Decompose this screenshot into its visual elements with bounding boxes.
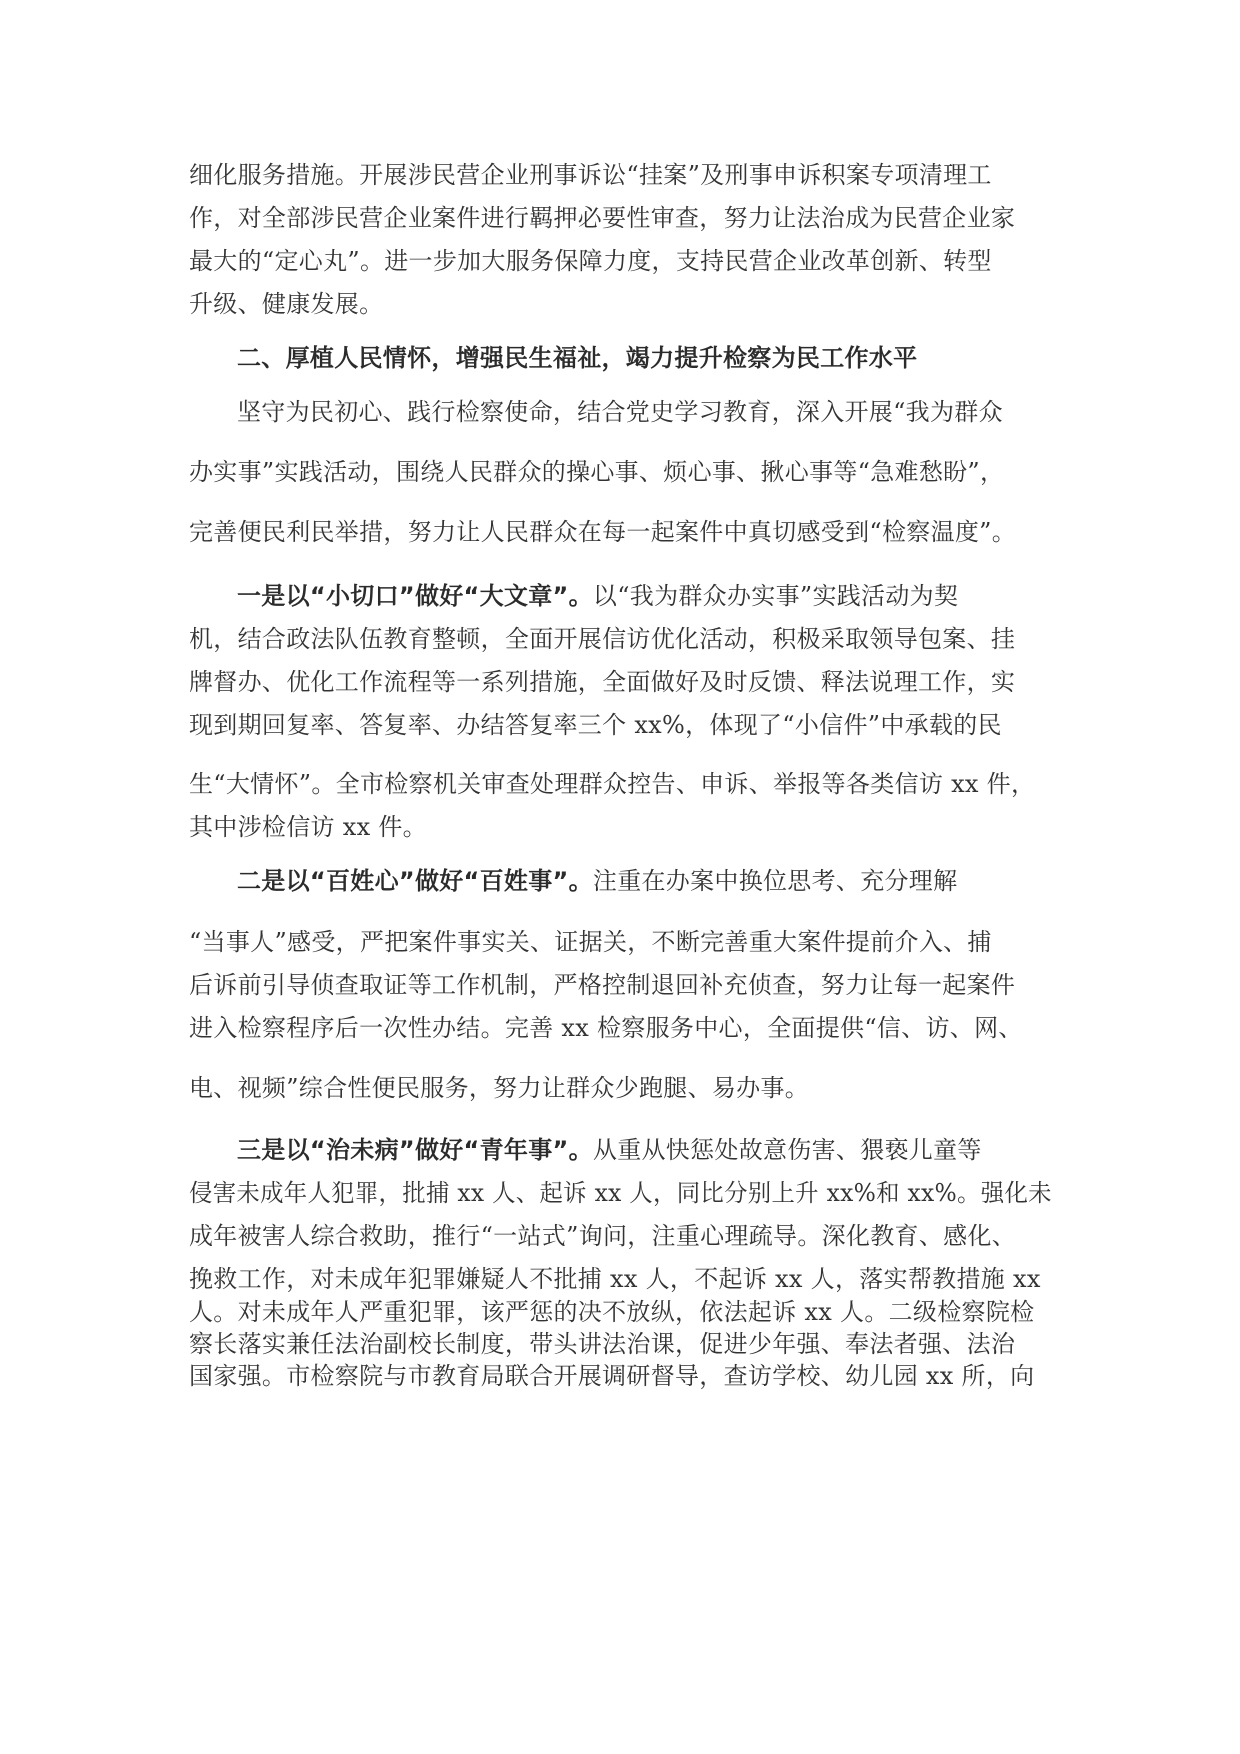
paragraph-text: 注重在办案中换位思考、充分理解 — [592, 867, 958, 895]
paragraph-line: 人。对未成年人严重犯罪，该严惩的决不放纵，依法起诉 xx 人。二级检察院检 — [189, 1298, 1035, 1326]
paragraph-line: 坚守为民初心、践行检察使命，结合党史学习教育，深入开展“我为群众 — [237, 398, 1003, 426]
paragraph-line: 现到期回复率、答复率、办结答复率三个 xx%，体现了“小信件”中承载的民 — [189, 711, 1002, 739]
paragraph-line: “当事人”感受，严把案件事实关、证据关，不断完善重大案件提前介入、捕 — [189, 928, 992, 956]
paragraph-line — [237, 1135, 982, 1165]
paragraph-line: 察长落实兼任法治副校长制度，带头讲法治课，促进少年强、奉法者强、法治 — [189, 1330, 1016, 1358]
paragraph-line: 机，结合政法队伍教育整顿，全面开展信访优化活动，积极采取领导包案、挂 — [189, 625, 1016, 653]
paragraph-text: 从重从快惩处故意伤害、猥亵儿童等 — [592, 1136, 982, 1164]
paragraph-line: 成年被害人综合救助，推行“一站式”询问，注重心理疏导。深化教育、感化、 — [189, 1222, 1017, 1250]
paragraph-line: 后诉前引导侦查取证等工作机制，严格控制退回补充侦查，努力让每一起案件 — [189, 971, 1016, 999]
paragraph-line — [237, 866, 957, 896]
lead-phrase: 二是以“百姓心”做好“百姓事”。 — [237, 867, 593, 895]
paragraph-line: 办实事”实践活动，围绕人民群众的操心事、烦心事、揪心事等“急难愁盼”， — [189, 458, 1005, 486]
paragraph-line: 升级、健康发展。 — [189, 290, 384, 318]
paragraph-line — [237, 581, 958, 611]
paragraph-line: 国家强。市检察院与市教育局联合开展调研督导，查访学校、幼儿园 xx 所，向 — [189, 1362, 1035, 1390]
paragraph-text: 以“我为群众办实事”实践活动为契 — [592, 582, 959, 610]
paragraph-line: 挽救工作，对未成年犯罪嫌疑人不批捕 xx 人，不起诉 xx 人，落实帮教措施 xx — [189, 1265, 1041, 1293]
paragraph-line: 完善便民利民举措，努力让人民群众在每一起案件中真切感受到“检察温度”。 — [189, 518, 1017, 546]
paragraph-line: 生“大情怀”。全市检察机关审查处理群众控告、申诉、举报等各类信访 xx 件， — [189, 770, 1036, 798]
lead-phrase: 一是以“小切口”做好“大文章”。 — [237, 582, 593, 610]
paragraph-line: 其中涉检信访 xx 件。 — [189, 813, 427, 841]
paragraph-line: 作，对全部涉民营企业案件进行羁押必要性审查，努力让法治成为民营企业家 — [189, 204, 1016, 232]
paragraph-line: 电、视频”综合性便民服务，努力让群众少跑腿、易办事。 — [189, 1074, 810, 1102]
paragraph-line: 最大的“定心丸”。进一步加大服务保障力度，支持民营企业改革创新、转型 — [189, 247, 992, 275]
paragraph-line: 牌督办、优化工作流程等一系列措施，全面做好及时反馈、释法说理工作，实 — [189, 668, 1016, 696]
section-heading: 二、厚植人民情怀，增强民生福祉，竭力提升检察为民工作水平 — [237, 344, 918, 372]
paragraph-line: 进入检察程序后一次性办结。完善 xx 检察服务中心，全面提供“信、访、网、 — [189, 1014, 1023, 1042]
paragraph-line: 细化服务措施。开展涉民营企业刑事诉讼“挂案”及刑事申诉积案专项清理工 — [189, 161, 992, 189]
paragraph-line: 侵害未成年人犯罪，批捕 xx 人、起诉 xx 人，同比分别上升 xx%和 xx%。强化未 — [189, 1179, 1052, 1207]
lead-phrase: 三是以“治未病”做好“青年事”。 — [237, 1136, 593, 1164]
